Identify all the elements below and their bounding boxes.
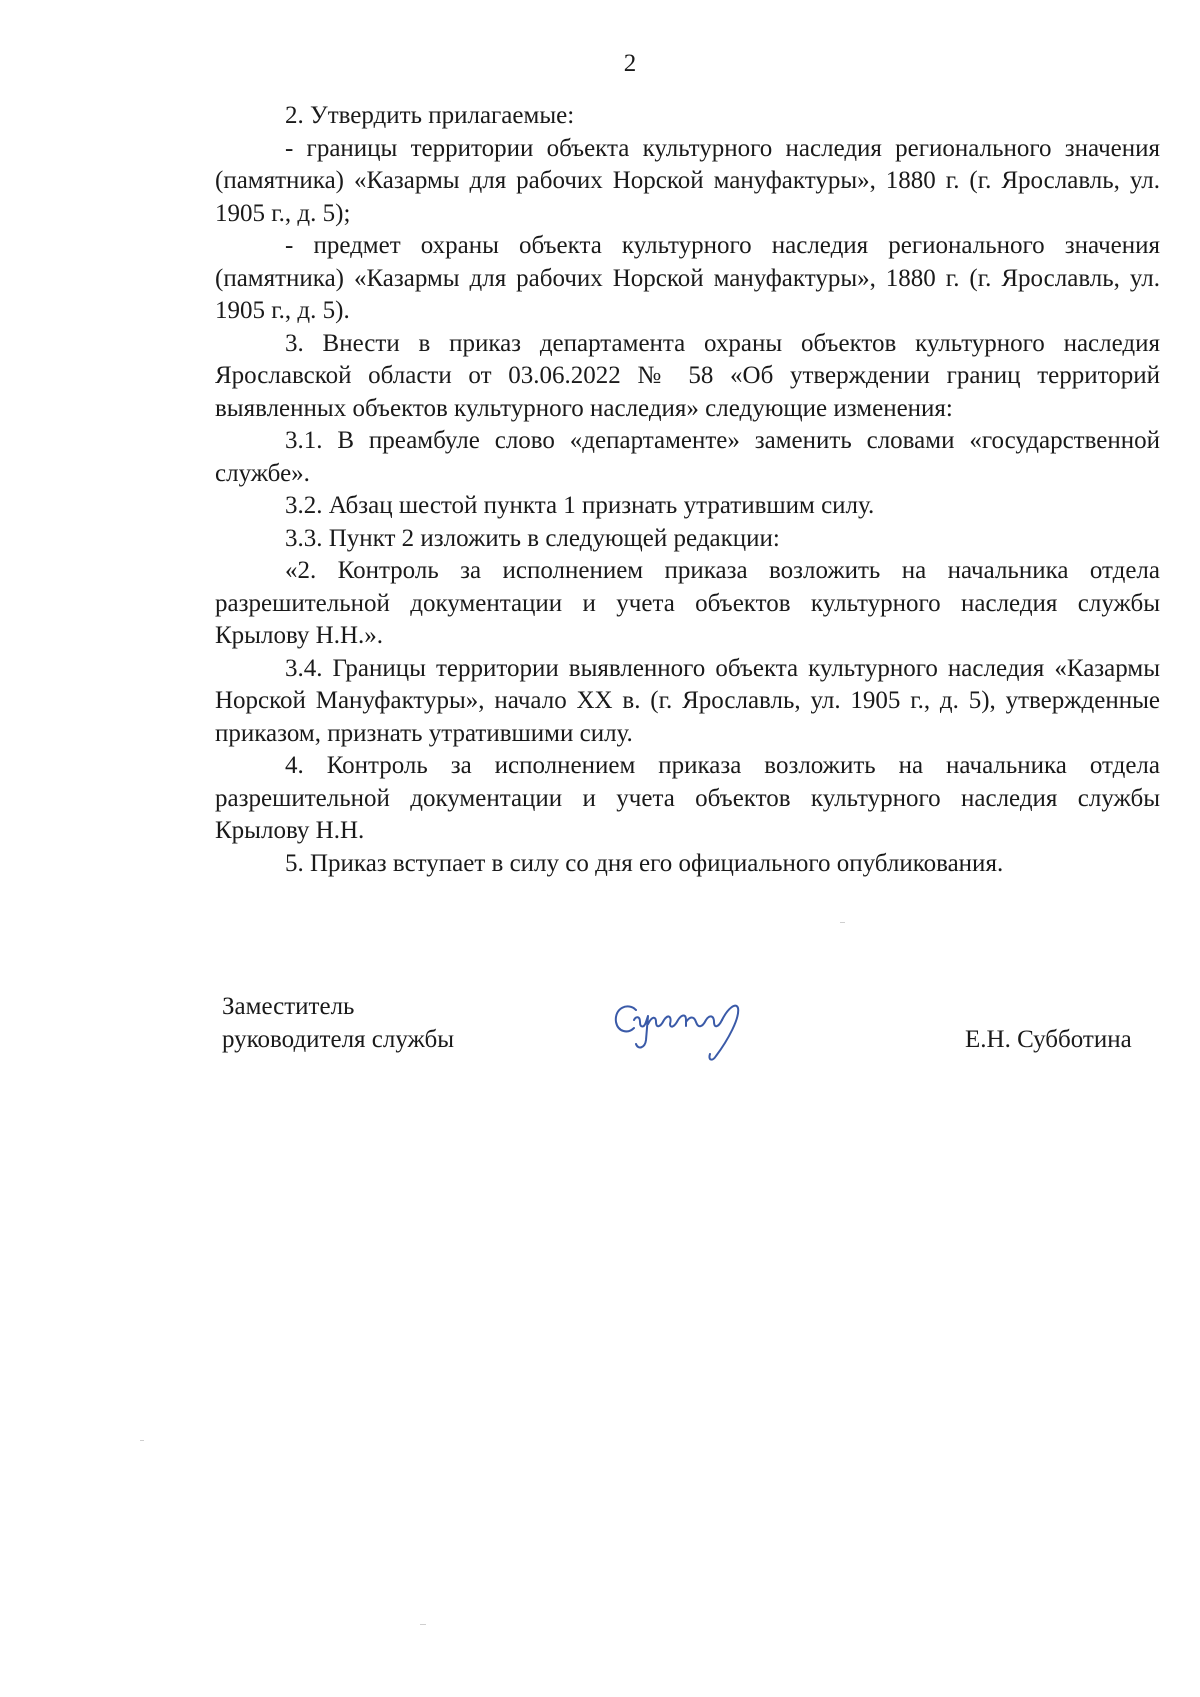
paragraph-3-3: 3.3. Пункт 2 изложить в следующей редакции: — [285, 524, 780, 552]
paragraph-2-item-protection: - предмет охраны объекта культурного наследия регионального значения (памятника) «Казармы для рабочих Норской мануфактуры», 1880 г. (г. Ярославль, ул. 1905 г., д. 5). — [215, 232, 1160, 324]
paragraph-5: 5. Приказ вступает в силу со дня его официального опубликования. — [285, 849, 1004, 877]
handwritten-signature — [610, 988, 760, 1068]
paragraph-2: 2. Утвердить прилагаемые: — [285, 102, 575, 129]
signatory-position — [222, 990, 454, 1056]
scan-artifact — [840, 922, 845, 923]
paragraph-2-item-borders: - границы территории объекта культурного наследия регионального значения (памятника) «Казармы для рабочих Норской мануфактуры», 1880 г. (г. Ярославль, ул. 1905 г., д. 5); — [215, 134, 1160, 227]
scan-artifact — [140, 1440, 144, 1441]
page-number: 2 — [623, 50, 637, 77]
signatory-position-line1: Заместитель — [222, 993, 355, 1020]
paragraph-3: 3. Внести в приказ департамента охраны объектов культурного наследия Ярославской области от 03.06.2022 № 58 «Об утверждении границ территорий выявленных объектов культурного наследия» следующие изменения: — [215, 329, 1160, 422]
paragraph-3-3-quote: «2. Контроль за исполнением приказа возложить на начальника отдела разрешительной документации и учета объектов культурного наследия службы Крылову Н.Н.». — [215, 557, 1160, 649]
paragraph-3-4: 3.4. Границы территории выявленного объекта культурного наследия «Казармы Норской Мануфактуры», начало XX в. (г. Ярославль, ул. 1905 г., д. 5), утвержденные приказом, признать утратившими силу. — [215, 654, 1160, 747]
paragraph-4: 4. Контроль за исполнением приказа возложить на начальника отдела разрешительной документации и учета объектов культурного наследия службы Крылову Н.Н. — [215, 752, 1160, 844]
signatory-position-line2: руководителя службы — [222, 1026, 455, 1053]
document-body — [215, 100, 1160, 880]
signature-block — [0, 990, 1200, 1130]
signatory-name: Е.Н. Субботина — [965, 1026, 1132, 1053]
scan-artifact — [420, 1624, 426, 1625]
paragraph-3-1: 3.1. В преамбуле слово «департаменте» заменить словами «государственной службе». — [215, 427, 1160, 487]
paragraph-3-2: 3.2. Абзац шестой пункта 1 признать утратившим силу. — [285, 492, 875, 519]
